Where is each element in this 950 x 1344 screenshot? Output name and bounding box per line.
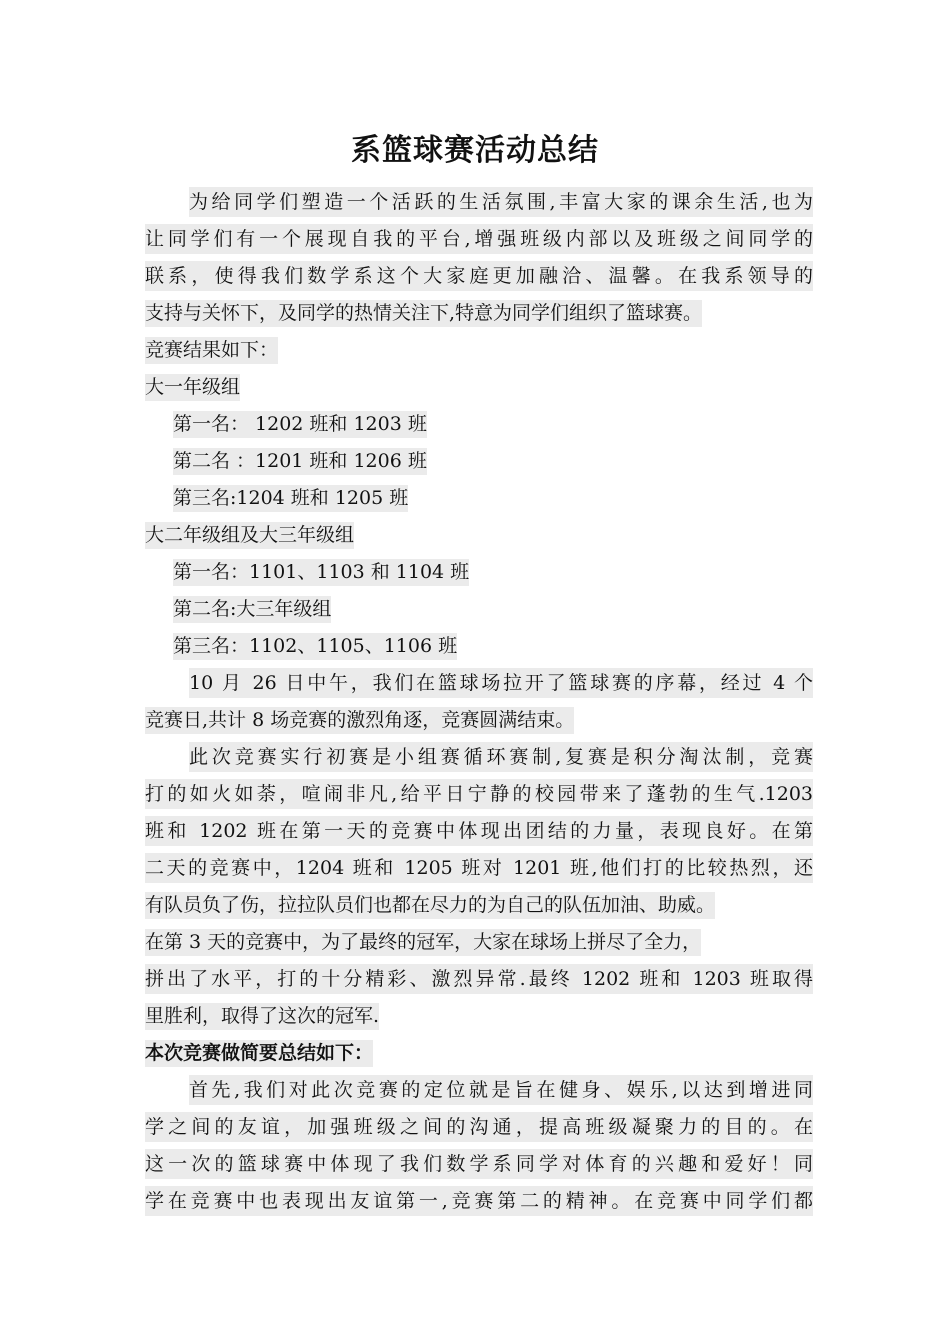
paragraph-line: [145, 887, 813, 924]
ranking-line: [145, 443, 813, 480]
group-heading: [145, 517, 813, 554]
line-text: 大一年级组: [145, 374, 240, 401]
paragraph-line: [145, 961, 813, 998]
line-text: 第二名:大三年级组: [173, 596, 331, 623]
line-text: 竞赛日,共计 8 场竞赛的激烈角逐，竞赛圆满结束。: [145, 707, 574, 734]
paragraph-line: [145, 702, 813, 739]
line-text: 首先,我们对此次竞赛的定位就是旨在健身、娱乐,以达到增进同: [189, 1075, 813, 1105]
line-text: 拼出了水平，打的十分精彩、激烈异常.最终 1202 班和 1203 班取得: [145, 964, 813, 994]
ranking-line: [145, 406, 813, 443]
document-body: [145, 184, 813, 1220]
summary-heading: [145, 1035, 813, 1072]
paragraph-line: [145, 295, 813, 332]
line-text: 这一次的篮球赛中体现了我们数学系同学对体育的兴趣和爱好！同: [145, 1149, 813, 1179]
line-text: 学在竞赛中也表现出友谊第一,竞赛第二的精神。在竞赛中同学们都: [145, 1186, 813, 1216]
line-text: 班和 1202 班在第一天的竞赛中体现出团结的力量，表现良好。在第: [145, 816, 813, 846]
paragraph-line: [145, 665, 813, 702]
group-heading: [145, 369, 813, 406]
line-text: 为给同学们塑造一个活跃的生活氛围,丰富大家的课余生活,也为: [189, 187, 813, 217]
paragraph-line: [145, 221, 813, 258]
line-text: 竞赛结果如下：: [145, 337, 278, 364]
paragraph-line: [145, 776, 813, 813]
paragraph-line: [145, 184, 813, 221]
line-text: 第一名： 1202 班和 1203 班: [173, 411, 427, 438]
line-text: 第一名：1101、1103 和 1104 班: [173, 559, 469, 586]
line-text: 第三名:1204 班和 1205 班: [173, 485, 408, 512]
line-text: 学之间的友谊，加强班级之间的沟通，提高班级凝聚力的目的。在: [145, 1112, 813, 1142]
paragraph-line: [145, 1146, 813, 1183]
line-text: 二天的竞赛中，1204 班和 1205 班对 1201 班,他们打的比较热烈，还: [145, 853, 813, 883]
line-text: 10 月 26 日中午，我们在篮球场拉开了篮球赛的序幕，经过 4 个: [189, 668, 813, 698]
paragraph-line: [145, 813, 813, 850]
ranking-line: [145, 591, 813, 628]
paragraph-line: [145, 258, 813, 295]
paragraph-line: [145, 1183, 813, 1220]
line-text: 第二名 ：1201 班和 1206 班: [173, 448, 427, 475]
paragraph-line: [145, 998, 813, 1035]
ranking-line: [145, 628, 813, 665]
line-text: 本次竞赛做简要总结如下：: [145, 1040, 373, 1067]
line-text: 有队员负了伤，拉拉队员们也都在尽力的为自己的队伍加油、助威。: [145, 892, 715, 919]
line-text: 里胜利，取得了这次的冠军.: [145, 1003, 379, 1030]
line-text: 此次竞赛实行初赛是小组赛循环赛制,复赛是积分淘汰制，竞赛: [189, 742, 813, 772]
line-text: 让同学们有一个展现自我的平台,增强班级内部以及班级之间同学的: [145, 224, 813, 254]
paragraph-line: [145, 739, 813, 776]
ranking-line: [145, 554, 813, 591]
paragraph-line: [145, 1072, 813, 1109]
line-text: 大二年级组及大三年级组: [145, 522, 354, 549]
line-text: 在第 3 天的竞赛中，为了最终的冠军，大家在球场上拼尽了全力，: [145, 929, 701, 956]
line-text: 支持与关怀下，及同学的热情关注下,特意为同学们组织了篮球赛。: [145, 300, 702, 327]
paragraph-line: [145, 924, 813, 961]
results-heading: [145, 332, 813, 369]
paragraph-line: [145, 1109, 813, 1146]
line-text: 联系，使得我们数学系这个大家庭更加融洽、温馨。在我系领导的: [145, 261, 813, 291]
line-text: 打的如火如荼，喧闹非凡,给平日宁静的校园带来了蓬勃的生气.1203: [145, 779, 813, 809]
line-text: 第三名：1102、1105、1106 班: [173, 633, 457, 660]
paragraph-line: [145, 850, 813, 887]
document-title: 系篮球赛活动总结: [351, 133, 599, 168]
ranking-line: [145, 480, 813, 517]
